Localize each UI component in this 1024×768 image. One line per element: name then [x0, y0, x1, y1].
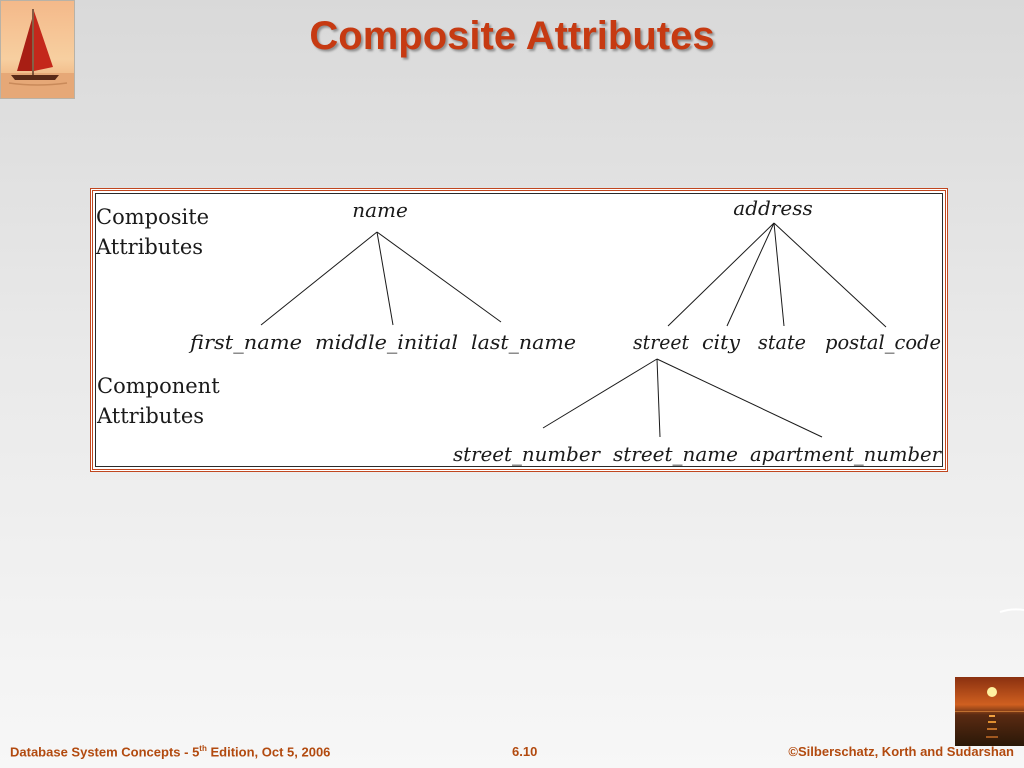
decorative-swoosh [1000, 609, 1024, 612]
node-city: city [702, 330, 741, 354]
node-first-name: first_name [187, 330, 302, 354]
node-middle-initial: middle_initial [315, 330, 458, 354]
component-label-line2: Attributes [97, 404, 205, 428]
sunset-logo-image [955, 677, 1024, 746]
node-address: address [733, 196, 813, 220]
node-street-name: street_name [613, 442, 738, 466]
footer-copyright: ©Silberschatz, Korth and Sudarshan [788, 744, 1014, 759]
node-name: name [352, 198, 408, 222]
component-label-line1: Component [97, 374, 220, 398]
node-street: street [633, 330, 690, 354]
footer-left-prefix: Database System Concepts - 5 [10, 744, 200, 760]
slide-title: Composite Attributes [309, 14, 715, 58]
footer-page-number: 6.10 [512, 744, 538, 759]
node-street-number: street_number [453, 442, 602, 466]
node-state: state [758, 330, 806, 354]
footer-left-sup: th [199, 744, 207, 753]
figure-inner-border [95, 193, 943, 467]
composite-label-line1: Composite [96, 205, 210, 229]
footer-left [10, 744, 330, 759]
composite-label-line2: Attributes [96, 235, 204, 259]
figure-frame [90, 188, 948, 472]
node-last-name: last_name [471, 330, 576, 354]
node-postal-code: postal_code [825, 330, 941, 354]
footer-left-suffix: Edition, Oct 5, 2006 [206, 744, 331, 760]
node-apartment-number: apartment_number [750, 442, 943, 466]
